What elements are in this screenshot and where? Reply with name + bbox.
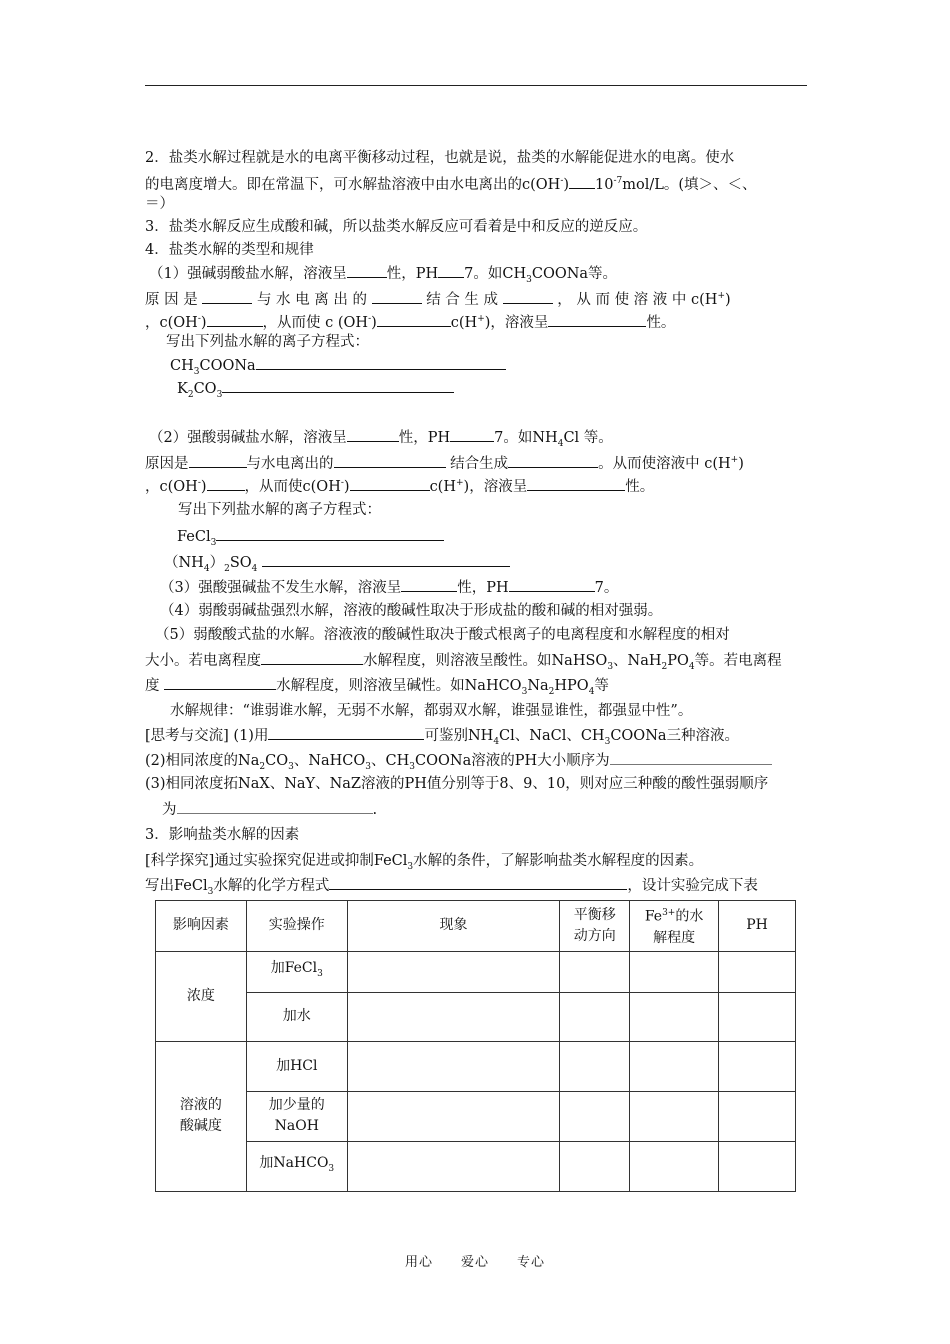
table-row bbox=[156, 1141, 796, 1191]
blank-oh-h-compare-1[interactable] bbox=[377, 312, 451, 327]
para-reverse-neutralization: 3．盐类水解反应生成酸和碱，所以盐类水解反应可看着是中和反应的逆反应。 bbox=[145, 219, 648, 235]
para-compare-symbols: ＝） bbox=[145, 196, 174, 212]
blank-fecl3-equation[interactable] bbox=[329, 875, 627, 890]
cell-input[interactable] bbox=[630, 1041, 719, 1091]
cell-input[interactable] bbox=[560, 1141, 630, 1191]
table-row bbox=[156, 992, 796, 1041]
blank-reason-ion-1[interactable] bbox=[202, 289, 252, 304]
science-inquiry: [科学探究]通过实验探究促进或抑制FeCl$_3$水解的条件，了解影响盐类水解程度的因素。 bbox=[145, 853, 704, 872]
eq-fecl3: FeCl$_3$ bbox=[177, 526, 444, 553]
blank-eq-ch3coona[interactable] bbox=[256, 355, 506, 370]
para-ionization-degree: 的电离度增大。即在常温下，可水解盐溶液中由水电离出的c(OH-) $10^{-7}mol/L$。(填＞、＜、 bbox=[145, 171, 757, 195]
cell-input[interactable] bbox=[630, 951, 719, 992]
eq-k2co3: $K_2CO_3$ bbox=[177, 378, 454, 405]
table-row bbox=[156, 1091, 796, 1141]
blank-product-1[interactable] bbox=[503, 289, 553, 304]
item1-reason: 原 因 是 与 水 电 离 出 的 结 合 生 成 ， 从 而 使 溶 液 中 c(H+) bbox=[145, 286, 731, 310]
blank-ph-1[interactable] bbox=[438, 263, 464, 278]
cell-input[interactable] bbox=[630, 1091, 719, 1141]
section-hydrolysis-types: 4．盐类水解的类型和规律 bbox=[145, 242, 314, 258]
header-shift-direction: 平衡移 动方向 bbox=[560, 901, 630, 952]
item-weak-acid-weak-base: （4）弱酸弱碱盐强烈水解，溶液的酸碱性取决于形成盐的酸和碱的相对强弱。 bbox=[160, 603, 663, 619]
item-strong-acid-weak-base: （2）强酸弱碱盐水解，溶液呈 性，PH 7。如$NH_4Cl$ 等。 bbox=[149, 427, 613, 454]
op-add-hcl: 加HCl bbox=[246, 1041, 347, 1091]
cell-input[interactable] bbox=[347, 1141, 560, 1191]
table-row bbox=[156, 951, 796, 992]
header-rule bbox=[145, 85, 807, 86]
discussion-q1: [思考与交流] (1)用 可鉴别$NH_4Cl$、NaCl、$CH_3COONa$三种溶液。 bbox=[145, 725, 739, 752]
item-acid-salt: （5）弱酸酸式盐的水解。溶液液的酸碱性取决于酸式根离子的电离程度和水解程度的相对 bbox=[155, 627, 730, 643]
cell-input[interactable] bbox=[719, 1091, 796, 1141]
eq-nh4-2so4: $(NH_4)_2SO_4$ bbox=[164, 552, 510, 579]
cell-input[interactable] bbox=[347, 951, 560, 992]
blank-eq-fecl3[interactable] bbox=[216, 526, 444, 541]
table-row bbox=[156, 1041, 796, 1091]
op-add-naoh: 加少量的 NaOH bbox=[246, 1091, 347, 1141]
hydrolysis-rule: 水解规律：“谁弱谁水解，无弱不水解，都弱双水解，谁强显谁性，都强显中性”。 bbox=[170, 703, 693, 719]
discussion-q2: (2)相同浓度的$Na_2CO_3$、NaHCO$_3$、$CH_3COONa$溶液的PH大小顺序为 bbox=[145, 750, 772, 777]
cell-input[interactable] bbox=[560, 1091, 630, 1141]
cell-input[interactable] bbox=[719, 1141, 796, 1191]
blank-solution-nature-1b[interactable] bbox=[548, 312, 646, 327]
header-hydrolysis-degree: $Fe^{3+}$的水 解程度 bbox=[630, 901, 719, 952]
header-factor: 影响因素 bbox=[156, 901, 247, 952]
cell-input[interactable] bbox=[719, 951, 796, 992]
blank-discussion-q3[interactable] bbox=[177, 799, 373, 814]
cell-input[interactable] bbox=[347, 1041, 560, 1091]
blank-solution-nature-2b[interactable] bbox=[527, 476, 625, 491]
para-hydrolysis-water-ionization: 2．盐类水解过程就是水的电离平衡移动过程，也就是说，盐类的水解能促进水的电离。使水 bbox=[145, 150, 735, 166]
blank-product-2[interactable] bbox=[508, 453, 598, 468]
experiment-table bbox=[155, 900, 796, 1192]
item2-reason: 原因是 与水电离出的 结合生成 。从而使溶液中 c(H+) bbox=[145, 450, 744, 474]
blank-discussion-q1[interactable] bbox=[268, 725, 424, 740]
discussion-q3-answer: 为 . bbox=[162, 799, 377, 820]
blank-discussion-q2[interactable] bbox=[610, 750, 772, 765]
group-concentration: 浓度 bbox=[156, 951, 247, 1041]
blank-reason-ion-2[interactable] bbox=[189, 453, 247, 468]
blank-ionization-compare-2[interactable] bbox=[164, 675, 276, 690]
blank-ph-2[interactable] bbox=[450, 427, 494, 442]
blank-oh-compare[interactable] bbox=[569, 174, 595, 189]
item5-ionization-greater: 大小。若电离程度 水解程度，则溶液呈酸性。如NaHSO$_3$、$NaH_2PO_4$等。若电离程 bbox=[145, 650, 782, 677]
section-influencing-factors: 3．影响盐类水解的因素 bbox=[145, 827, 300, 843]
item-strong-base-weak-acid: （1）强碱弱酸盐水解，溶液呈 性，PH 7。如$CH_3COONa$等。 bbox=[149, 263, 617, 290]
cell-input[interactable] bbox=[560, 992, 630, 1041]
cell-input[interactable] bbox=[630, 1141, 719, 1191]
item1-result: ，c(OH-) ，从而使 c (OH-) c(H+)，溶液呈 性。 bbox=[145, 309, 675, 333]
table-header-row bbox=[156, 901, 796, 952]
cell-input[interactable] bbox=[347, 992, 560, 1041]
cell-input[interactable] bbox=[719, 992, 796, 1041]
item2-result: ，c(OH-) ，从而使c(OH-) c(H+)，溶液呈 性。 bbox=[145, 473, 654, 497]
cell-input[interactable] bbox=[560, 951, 630, 992]
blank-water-ion-2[interactable] bbox=[334, 453, 446, 468]
blank-solution-nature-2[interactable] bbox=[347, 427, 399, 442]
blank-water-ion-1[interactable] bbox=[372, 289, 422, 304]
header-phenomenon: 现象 bbox=[347, 901, 560, 952]
item1-prompt: 写出下列盐水解的离子方程式： bbox=[166, 334, 369, 350]
discussion-q3: (3)相同浓度拓NaX、NaY、NaZ溶液的PH值分别等于8、9、10，则对应三种酸的酸性强弱顺序 bbox=[145, 776, 769, 792]
page-footer: 用心 爱心 专心 bbox=[404, 1255, 545, 1270]
header-ph: PH bbox=[719, 901, 796, 952]
header-operation: 实验操作 bbox=[246, 901, 347, 952]
fecl3-equation-prompt: 写出FeCl$_3$水解的化学方程式 ，设计实验完成下表 bbox=[145, 875, 758, 902]
blank-oh-change-2[interactable] bbox=[207, 476, 245, 491]
item2-prompt: 写出下列盐水解的离子方程式： bbox=[178, 502, 381, 518]
cell-input[interactable] bbox=[719, 1041, 796, 1091]
item5-ionization-less: 度 水解程度，则溶液呈碱性。如$NaHCO_3Na_2HPO_4$等 bbox=[145, 675, 609, 702]
eq-ch3coona: $CH_3COONa$ bbox=[170, 355, 506, 382]
blank-oh-change-1[interactable] bbox=[207, 312, 263, 327]
blank-solution-nature-3[interactable] bbox=[401, 577, 457, 592]
cell-input[interactable] bbox=[347, 1091, 560, 1141]
cell-input[interactable] bbox=[630, 992, 719, 1041]
blank-ph-3[interactable] bbox=[509, 577, 595, 592]
blank-eq-k2co3[interactable] bbox=[222, 378, 454, 393]
blank-ionization-compare-1[interactable] bbox=[261, 650, 363, 665]
blank-oh-h-compare-2[interactable] bbox=[350, 476, 430, 491]
cell-input[interactable] bbox=[560, 1041, 630, 1091]
item-strong-acid-strong-base: （3）强酸强碱盐不发生水解，溶液呈 性，PH 7。 bbox=[160, 577, 618, 598]
op-add-nahco3: 加NaHCO$_3$ bbox=[246, 1141, 347, 1191]
blank-solution-nature-1[interactable] bbox=[347, 263, 387, 278]
op-add-water: 加水 bbox=[246, 992, 347, 1041]
group-acidity: 溶液的 酸碱度 bbox=[156, 1041, 247, 1191]
blank-eq-nh4-2so4[interactable] bbox=[262, 552, 510, 567]
op-add-fecl3: 加FeCl$_3$ bbox=[246, 951, 347, 992]
